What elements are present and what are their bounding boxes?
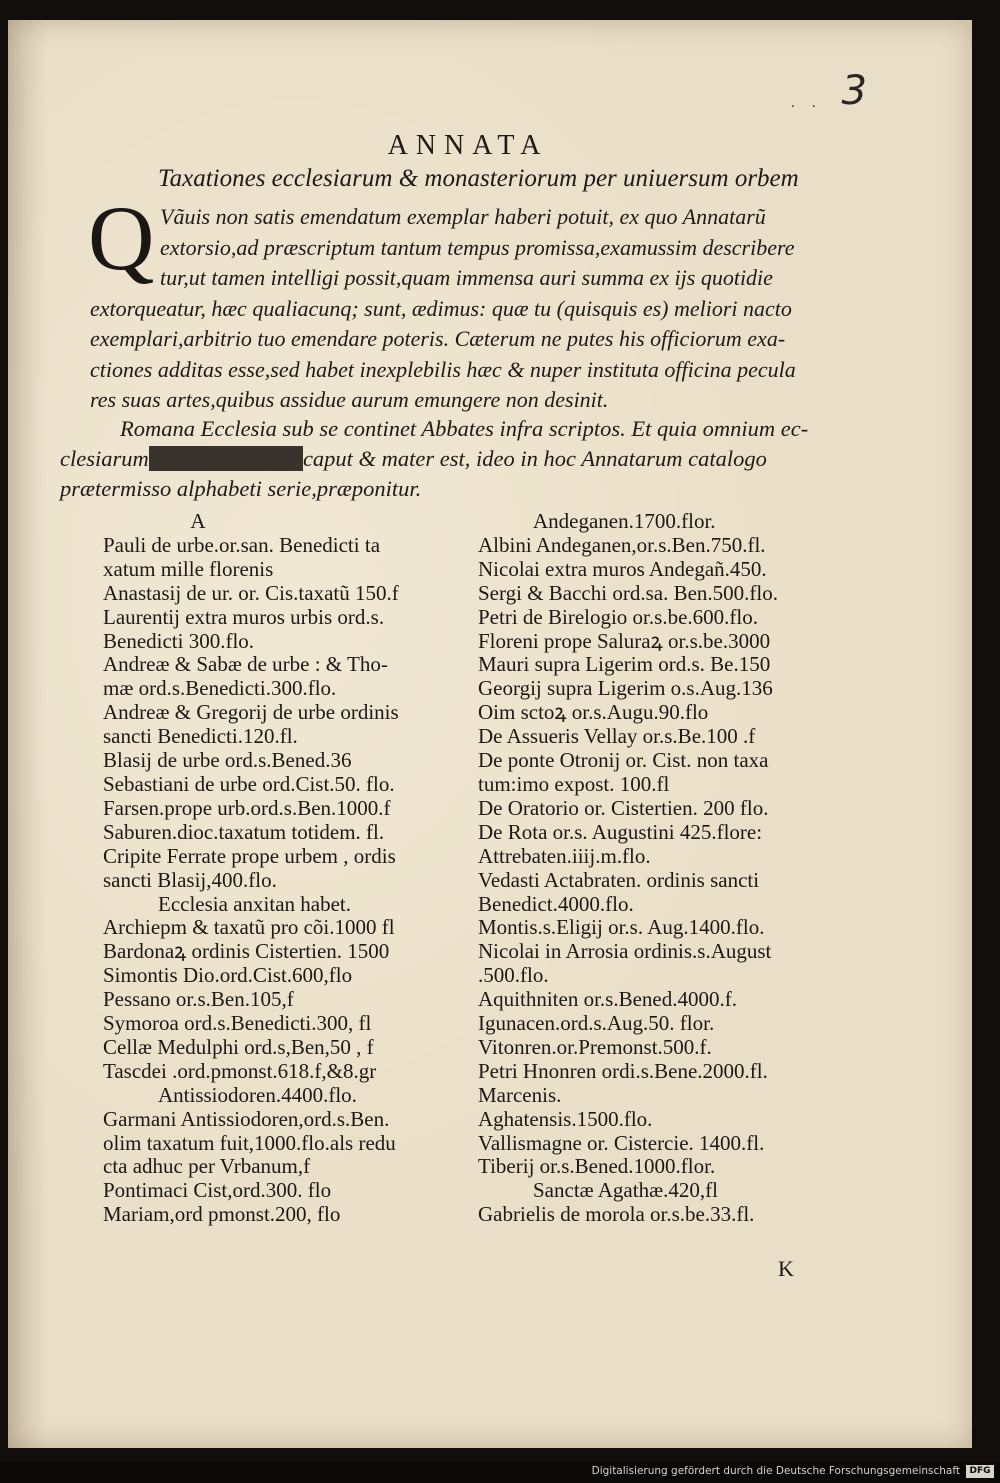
list-item: Andreæ & Gregorij de urbe ordinis	[103, 700, 399, 725]
list-item: Petri de Birelogio or.s.be.600.flo.	[478, 604, 758, 629]
list-item: De Assueris Vellay or.s.Be.100 .f	[478, 724, 756, 749]
list-item: mæ ord.s.Benedicti.300.flo.	[103, 676, 337, 701]
list-item: Nicolai extra muros Andegañ.450.	[478, 556, 767, 581]
list-item: Pauli de urbe.or.san. Benedicti ta	[103, 532, 381, 557]
list-item: Aquithniten or.s.Bened.4000.f.	[478, 987, 737, 1012]
funding-credit: Digitalisierung gefördert durch die Deutsche Forschungsgemeinschaft	[591, 1465, 960, 1477]
list-item: Floreni prope Saluraꝝ or.s.be.3000	[478, 628, 771, 653]
list-item: Benedicti 300.flo.	[103, 628, 255, 653]
list-item: Bardonaꝝ ordinis Cistertien. 1500	[103, 939, 390, 964]
list-item: Benedict.4000.flo.	[478, 891, 634, 916]
list-item: Simontis Dio.ord.Cist.600,flo	[103, 963, 353, 988]
intro-line: tur,ut tamen intelligi possit,quam immensa auri summa ex ijs quotidie	[160, 265, 773, 290]
list-heading: Ecclesia anxitan habet.	[158, 891, 351, 916]
romana-paragraph	[60, 414, 840, 504]
list-item: sancti Blasij,400.flo.	[103, 867, 277, 892]
list-item: Marcenis.	[478, 1082, 562, 1107]
list-item: Sebastiani de urbe ord.Cist.50. flo.	[103, 771, 395, 796]
list-item: Farsen.prope urb.ord.s.Ben.1000.f	[103, 795, 391, 820]
list-item: tum:imo expost. 100.fl	[478, 771, 670, 796]
list-item: Oim sctoꝝ or.s.Augu.90.flo	[478, 700, 709, 725]
list-item: Cellæ Medulphi ord.s,Ben,50 , f	[103, 1034, 374, 1059]
intro-line: Vãuis non satis emendatum exemplar haberi potuit, ex quo Annatarũ	[160, 204, 766, 229]
intro-paragraph	[90, 202, 830, 416]
section-letter: A	[190, 509, 206, 533]
list-item: Archiepm & taxatũ pro cõi.1000 fl	[103, 915, 395, 940]
list-item: Mariam,ord pmonst.200, flo	[103, 1202, 341, 1227]
list-item: Anastasij de ur. or. Cis.taxatũ 150.f	[103, 580, 399, 605]
folio-dots: . .	[790, 95, 822, 111]
romana-line-start: clesiarum	[60, 446, 149, 471]
catchword: K	[778, 1256, 794, 1281]
list-item: Albini Andeganen,or.s.Ben.750.fl.	[478, 532, 766, 557]
intro-line: extorsio,ad præscriptum tantum tempus promissa,examussim describere	[160, 234, 795, 260]
list-item: Attrebaten.iiij.m.flo.	[478, 843, 651, 868]
list-item: De Rota or.s. Augustini 425.flore:	[478, 819, 763, 844]
list-item: Laurentij extra muros urbis ord.s.	[103, 604, 385, 629]
list-item: Igunacen.ord.s.Aug.50. flor.	[478, 1011, 715, 1036]
book-page	[8, 20, 972, 1448]
list-item: De ponte Otronij or. Cist. non taxa	[478, 748, 769, 773]
romana-line	[60, 444, 840, 474]
list-item: Montis.s.Eligij or.s. Aug.1400.flo.	[478, 915, 765, 940]
list-item: Symoroa ord.s.Benedicti.300, fl	[103, 1011, 372, 1036]
struck-through-text: si credere fas est	[150, 446, 301, 471]
intro-line: res suas artes,quibus assidue aurum emungere non desinit.	[90, 387, 609, 412]
drop-cap-initial: Q	[88, 187, 155, 289]
intro-line: extorqueatur, hæc qualiacunq; sunt, ædimus: quæ tu (quisquis es) meliori nacto	[90, 295, 792, 321]
right-column	[478, 510, 858, 1227]
list-heading: Antissiodoren.4400.flo.	[158, 1082, 357, 1107]
running-head: ANNATA	[387, 130, 549, 161]
page-number: 3	[841, 68, 867, 114]
list-item: Vallismagne or. Cistercie. 1400.fl.	[478, 1130, 765, 1155]
list-item: Pessano or.s.Ben.105,f	[103, 987, 294, 1012]
list-item: Andreæ & Sabæ de urbe : & Tho-	[103, 652, 388, 677]
list-item: Tascdei .ord.pmonst.618.f,&8.gr	[103, 1058, 377, 1083]
dfg-logo: DFG	[966, 1465, 994, 1478]
list-item: Petri Hnonren ordi.s.Bene.2000.fl.	[478, 1058, 768, 1083]
list-item: Nicolai in Arrosia ordinis.s.August	[478, 939, 772, 964]
list-item: .500.flo.	[478, 963, 549, 988]
romana-line-end: caput & mater est, ideo in hoc Annatarum catalogo	[302, 446, 767, 471]
romana-line: Romana Ecclesia sub se continet Abbates infra scriptos. Et quia omnium ec-	[120, 416, 809, 441]
romana-line: prætermisso alphabeti serie,præponitur.	[60, 476, 422, 501]
subtitle: Taxationes ecclesiarum & monasteriorum per uniuersum orbem	[158, 165, 799, 192]
list-item: Georgij supra Ligerim o.s.Aug.136	[478, 676, 773, 701]
list-item: Aghatensis.1500.flo.	[478, 1106, 653, 1131]
list-item: De Oratorio or. Cistertien. 200 flo.	[478, 795, 769, 820]
list-item: Saburen.dioc.taxatum totidem. fl.	[103, 819, 385, 844]
list-item: xatum mille florenis	[103, 556, 274, 581]
intro-line: exemplari,arbitrio tuo emendare poteris. Cæterum ne putes his officiorum exa-	[90, 326, 786, 351]
list-item: Vitonren.or.Premonst.500.f.	[478, 1034, 712, 1059]
list-item: Garmani Antissiodoren,ord.s.Ben.	[103, 1106, 390, 1131]
left-column	[103, 510, 463, 1227]
list-heading: Andeganen.1700.flor.	[533, 509, 716, 533]
list-item: Pontimaci Cist,ord.300. flo	[103, 1178, 332, 1203]
list-item: cta adhuc per Vrbanum,f	[103, 1154, 311, 1179]
list-item: sancti Benedicti.120.fl.	[103, 724, 298, 749]
list-item: Blasij de urbe ord.s.Bened.36	[103, 748, 352, 773]
list-heading: Sanctæ Agathæ.420,fl	[533, 1178, 718, 1203]
list-item: Cripite Ferrate prope urbem , ordis	[103, 843, 396, 868]
list-item: Tiberij or.s.Bened.1000.flor.	[478, 1154, 716, 1179]
list-item: olim taxatum fuit,1000.flo.als redu	[103, 1130, 396, 1155]
list-item: Sergi & Bacchi ord.sa. Ben.500.flo.	[478, 580, 778, 605]
intro-line: ctiones additas esse,sed habet inexplebilis hæc & nuper instituta officina pecula	[90, 356, 796, 382]
list-item: Vedasti Actabraten. ordinis sancti	[478, 867, 760, 892]
list-item: Gabrielis de morola or.s.be.33.fl.	[478, 1202, 755, 1227]
list-item: Mauri supra Ligerim ord.s. Be.150	[478, 652, 771, 677]
